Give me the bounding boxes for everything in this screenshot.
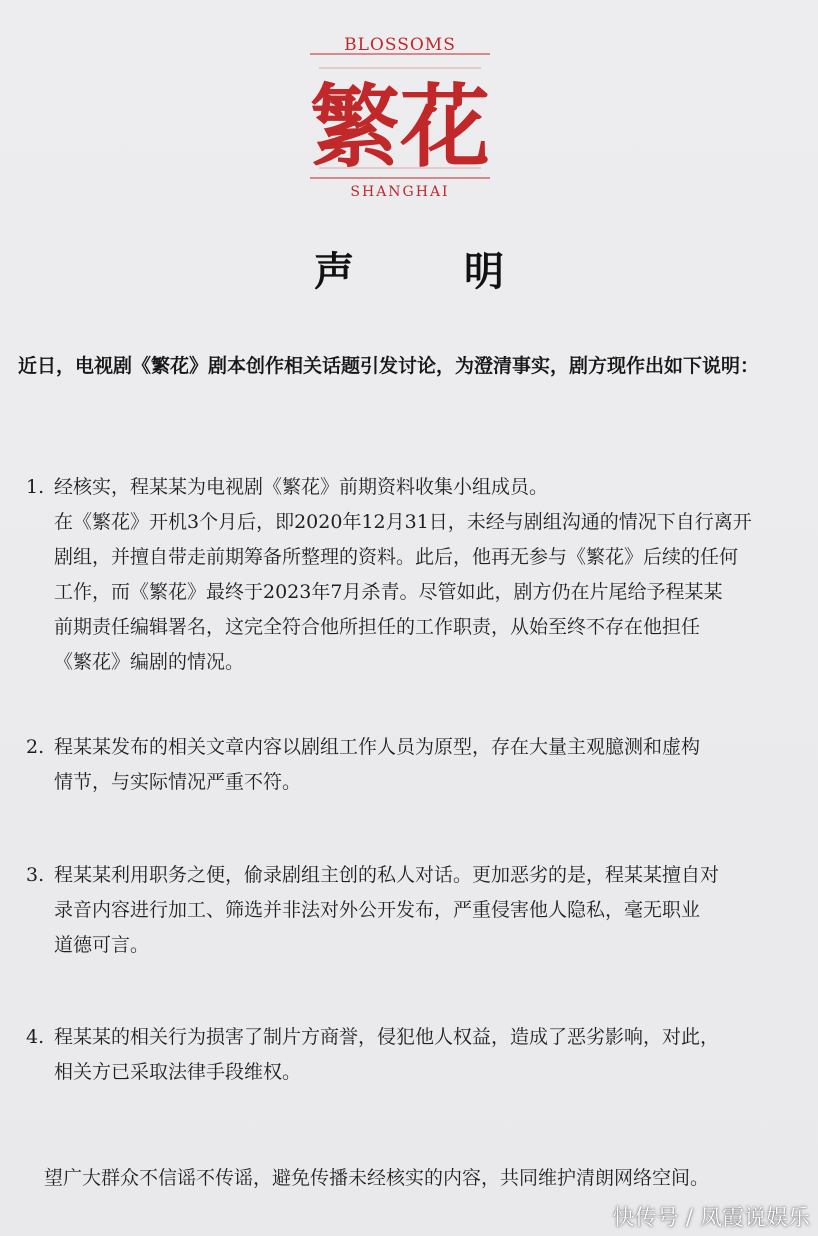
item-line: 录音内容进行加工、筛选并非法对外公开发布，严重侵害他人隐私，毫无职业 <box>54 899 701 921</box>
statement-item-4 <box>26 1020 786 1090</box>
item-number: 2. <box>26 736 45 758</box>
statement-item-2 <box>26 730 786 800</box>
item-line: 剧组，并擅自带走前期筹备所整理的资料。此后，他再无参与《繁花》后续的任何 <box>54 546 739 568</box>
item-line: 情节，与实际情况严重不符。 <box>54 771 302 793</box>
item-first-line: 程某某的相关行为损害了制片方商誉，侵犯他人权益，造成了恶劣影响，对此， <box>54 1026 720 1048</box>
item-line: 道德可言。 <box>54 934 150 956</box>
item-line: 相关方已采取法律手段维权。 <box>54 1061 302 1083</box>
item-first-line: 程某某利用职务之便，偷录剧组主创的私人对话。更加恶劣的是，程某某擅自对 <box>54 864 720 886</box>
item-line: 《繁花》编剧的情况。 <box>54 651 245 673</box>
item-line: 工作，而《繁花》最终于2023年7月杀青。尽管如此，剧方仍在片尾给予程某某 <box>54 581 723 603</box>
item-first-line: 经核实，程某某为电视剧《繁花》前期资料收集小组成员。 <box>54 476 549 498</box>
page-title: 声 明 <box>314 248 552 295</box>
logo-main-text: 繁花 <box>310 74 490 180</box>
item-number: 4. <box>26 1026 45 1048</box>
logo-bottom-text: SHANGHAI <box>350 184 450 200</box>
intro-paragraph: 近日，电视剧《繁花》剧本创作相关话题引发讨论，为澄清事实，剧方现作出如下说明： <box>18 355 760 377</box>
item-line: 前期责任编辑署名，这完全符合他所担任的工作职责，从始至终不存在他担任 <box>54 616 701 638</box>
logo-top-text: BLOSSOMS <box>344 35 456 55</box>
item-first-line: 程某某发布的相关文章内容以剧组工作人员为原型，存在大量主观臆测和虚构 <box>54 736 701 758</box>
item-line: 在《繁花》开机3个月后，即2020年12月31日，未经与剧组沟通的情况下自行离开 <box>54 511 752 533</box>
item-number: 3. <box>26 864 45 886</box>
item-number: 1. <box>26 476 45 498</box>
statement-item-1 <box>26 470 786 680</box>
statement-item-3 <box>26 858 786 963</box>
closing-paragraph: 望广大群众不信谣不传谣，避免传播未经核实的内容，共同维护清朗网络空间。 <box>44 1167 710 1189</box>
source-watermark: 快传号 / 凤霞说娱乐 <box>612 1206 810 1231</box>
blossoms-logo <box>305 28 495 203</box>
